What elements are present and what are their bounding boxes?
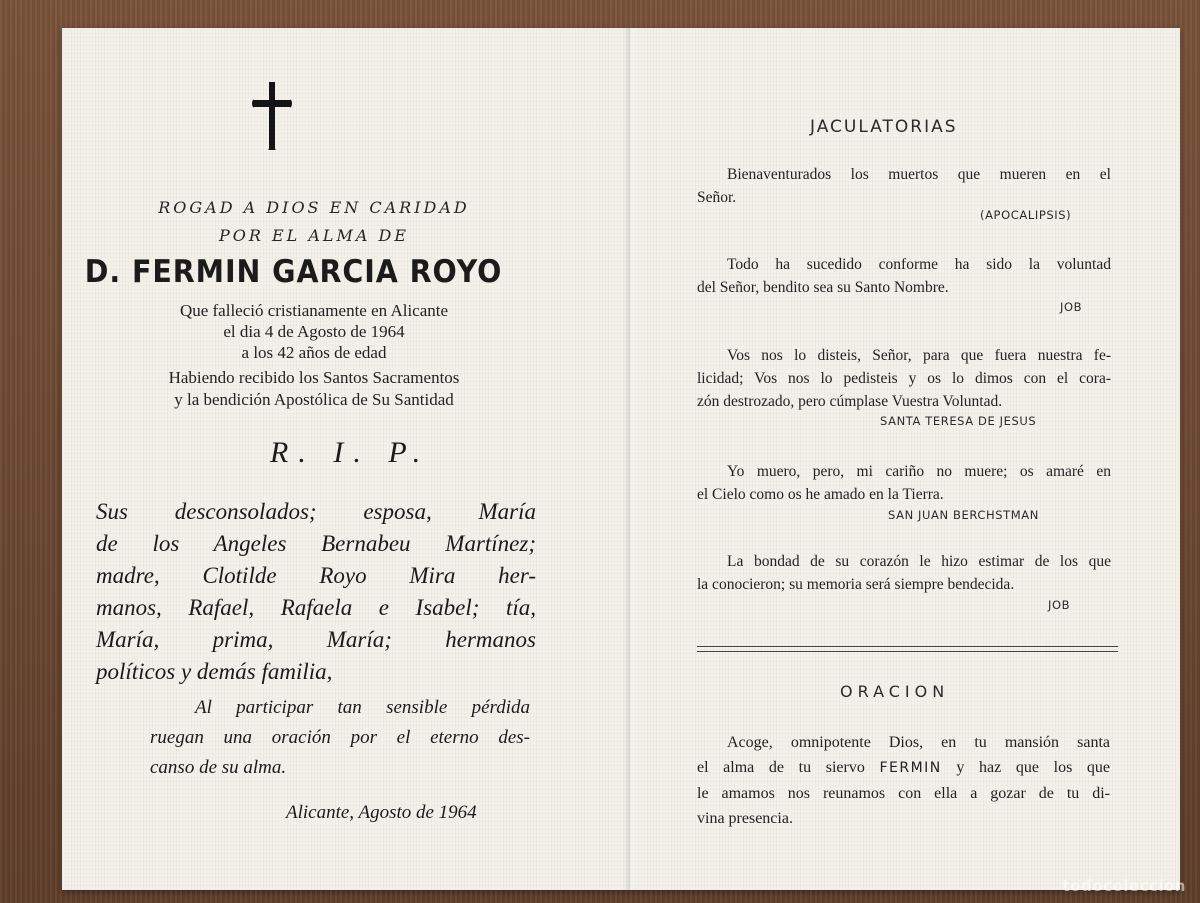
family-line: madre, Clotilde Royo Mira her- — [96, 563, 536, 588]
prayer-line: le amamos nos reunamos con ella a gozar de tu di- — [697, 785, 1110, 802]
quote-source: (APOCALIPSIS) — [980, 208, 1072, 222]
quote-4 — [697, 460, 1111, 506]
prayer-paragraph — [697, 730, 1110, 831]
prayer-line — [697, 755, 1110, 781]
quote-line: La bondad de su corazón le hizo estimar de los que — [727, 553, 1111, 570]
prayer-line: Acoge, omnipotente Dios, en tu mansión santa — [727, 734, 1110, 751]
family-paragraph — [96, 496, 536, 688]
place-date: Alicante, Agosto de 1964 — [286, 802, 477, 823]
rip-text: R. I. P. — [270, 436, 431, 469]
detail-line: a los 42 años de edad — [241, 343, 387, 362]
detail-line: Que falleció cristianamente en Alicante — [179, 301, 449, 320]
request-line: ruegan una oración por el eterno des- — [150, 727, 530, 748]
family-line: políticos y demás familia, — [96, 659, 333, 684]
family-line: Sus desconsolados; esposa, María — [96, 499, 536, 524]
detail-line: el dia 4 de Agosto de 1964 — [223, 322, 405, 341]
quote-line: licidad; Vos nos lo pedisteis y os lo dimos con el cora- — [697, 370, 1111, 387]
quote-3 — [697, 344, 1111, 413]
divider-line — [697, 651, 1118, 652]
quote-line: Todo ha sucedido conforme ha sido la voluntad — [727, 256, 1111, 273]
quote-line: Yo muero, pero, mi cariño no muere; os amaré en — [727, 463, 1111, 480]
quote-line: zón destrozado, pero cúmplase Vuestra Voluntad. — [697, 393, 1003, 410]
request-paragraph — [150, 693, 530, 783]
watermark-logo: todocoleccion — [1062, 877, 1186, 895]
divider-line — [697, 646, 1118, 647]
detail-line: y la bendición Apostólica de Su Santidad — [174, 390, 454, 409]
family-line: de los Angeles Bernabeu Martínez; — [96, 531, 536, 556]
center-fold — [624, 28, 636, 890]
cross-icon — [252, 82, 292, 150]
family-line: manos, Rafael, Rafaela e Isabel; tía, — [96, 595, 536, 620]
quote-source: JOB — [1048, 598, 1071, 612]
quote-line: del Señor, bendito sea su Santo Nombre. — [697, 279, 949, 296]
header-line-1: ROGAD A DIOS EN CARIDAD — [158, 198, 470, 217]
quote-line: la conocieron; su memoria será siempre bendecida. — [697, 576, 1015, 593]
prayer-line: vina presencia. — [697, 810, 793, 827]
prayer-name: FERMIN — [879, 760, 942, 776]
quote-source: SANTA TERESA DE JESUS — [880, 414, 1037, 428]
request-line: Al participar tan sensible pérdida — [195, 697, 530, 718]
quote-2 — [697, 253, 1111, 299]
request-line: canso de su alma. — [150, 757, 287, 778]
deceased-name: D. FERMIN GARCIA ROYO — [84, 254, 503, 290]
quote-line: Vos nos lo disteis, Señor, para que fuera nuestra fe- — [727, 347, 1111, 364]
detail-line: Habiendo recibido los Santos Sacramentos — [168, 368, 460, 387]
header-line-2: POR EL ALMA DE — [218, 226, 410, 245]
prayer-text: y haz que los que — [956, 759, 1111, 776]
quote-line: Bienaventurados los muertos que mueren en el — [727, 166, 1111, 183]
jaculatorias-title: JACULATORIAS — [810, 117, 958, 137]
oracion-title: ORACION — [840, 682, 950, 701]
prayer-text: el alma de tu siervo — [697, 759, 865, 776]
quote-source: SAN JUAN BERCHSTMAN — [888, 508, 1039, 522]
quote-5 — [697, 550, 1111, 596]
family-line: María, prima, María; hermanos — [96, 627, 536, 652]
quote-line: Señor. — [697, 189, 737, 206]
quote-source: JOB — [1060, 300, 1083, 314]
quote-1 — [697, 163, 1111, 209]
quote-line: el Cielo como os he amado en la Tierra. — [697, 486, 944, 503]
